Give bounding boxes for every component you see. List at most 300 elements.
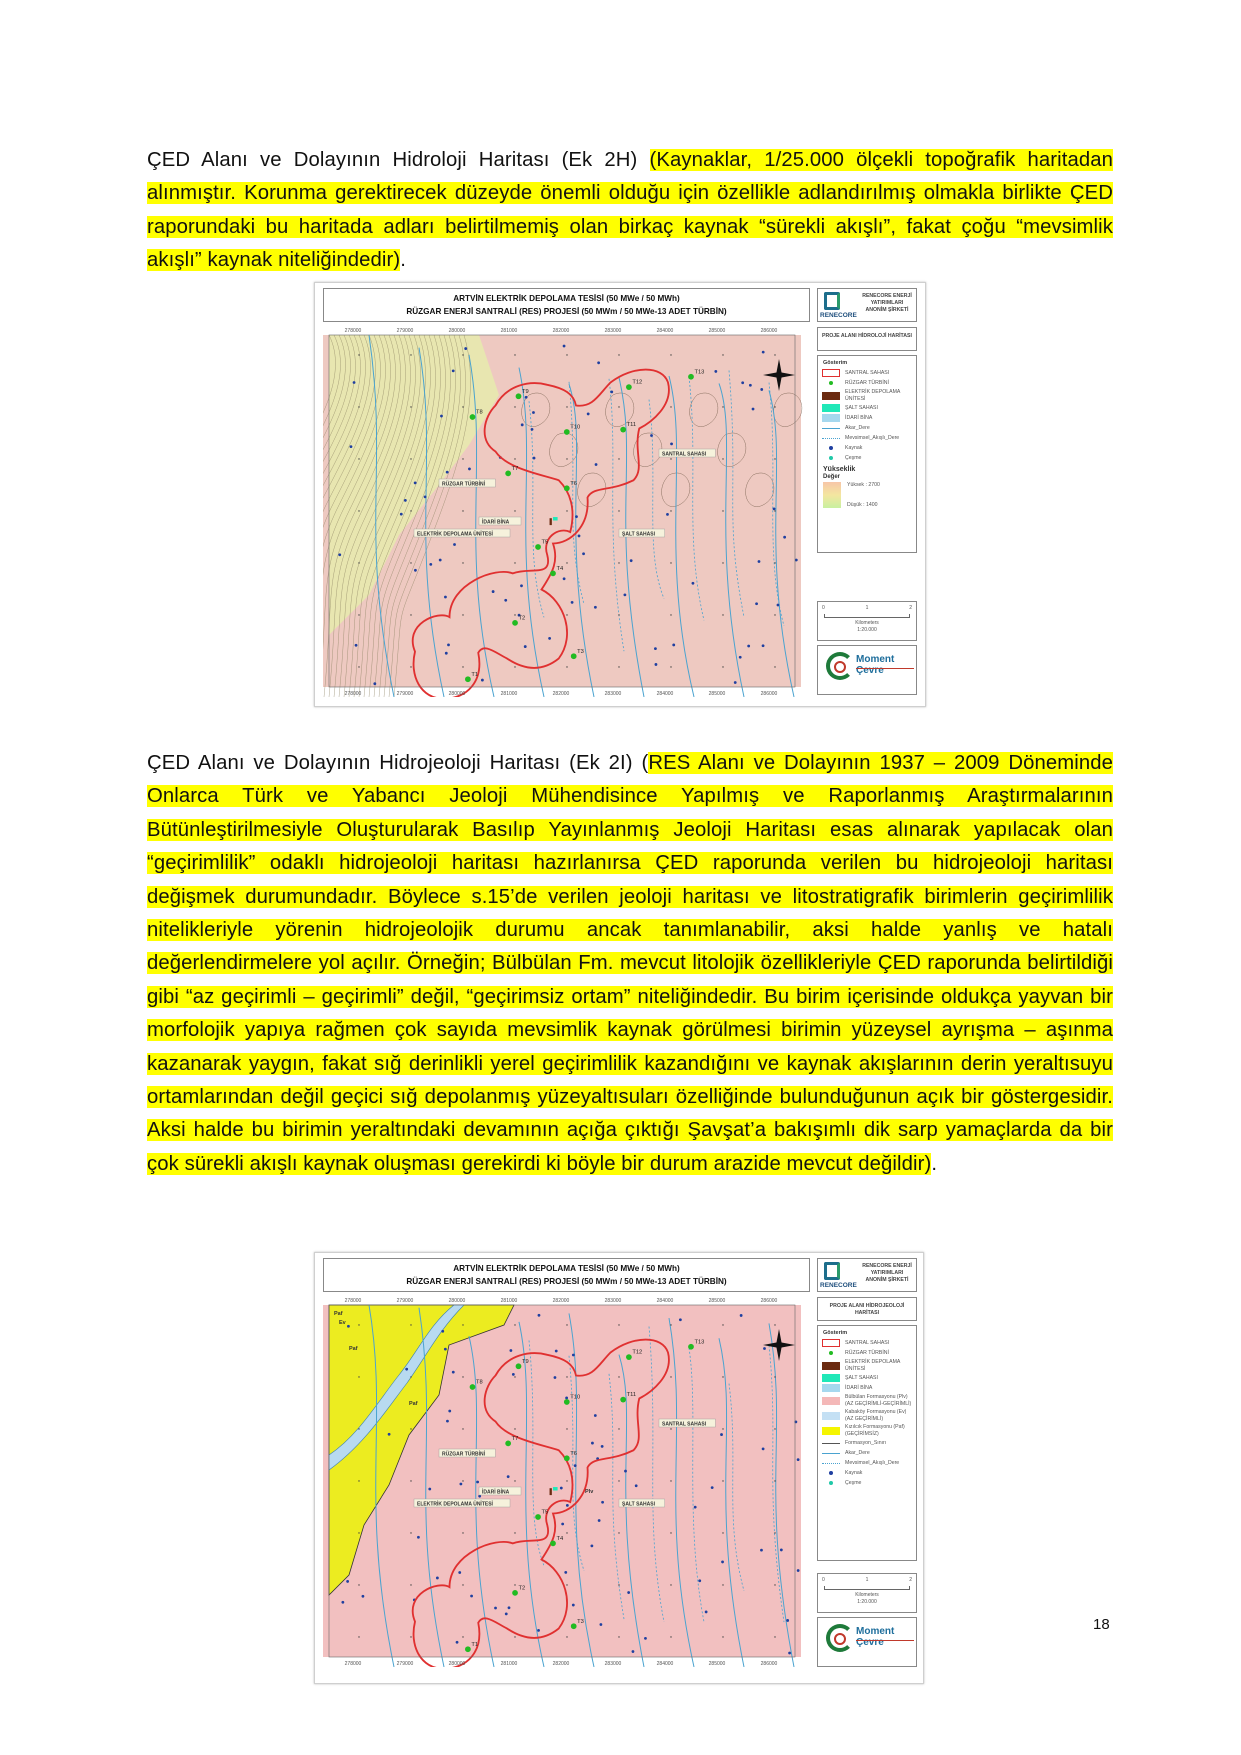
turbine-marker	[564, 1399, 570, 1405]
x-coordinate-label: 285000	[708, 328, 726, 334]
grid-point	[774, 1480, 775, 1481]
spring-point	[347, 1325, 350, 1328]
spring-point	[440, 415, 443, 418]
x-coordinate-label: 282000	[552, 691, 570, 697]
grid-point	[462, 562, 463, 563]
spring-point	[720, 1433, 723, 1436]
legend-item	[822, 389, 912, 402]
x-coordinate-label: 286000	[760, 1661, 778, 1667]
spring-point	[777, 604, 780, 607]
grid-point	[618, 1480, 619, 1481]
grid-point	[670, 1480, 671, 1481]
map-title-line1: ARTVİN ELEKTRİK DEPOLAMA TESİSİ (50 MWe / 50 MWh)	[453, 1264, 680, 1273]
consultant-name: Moment Çevre	[856, 1626, 895, 1648]
grid-point	[618, 458, 619, 459]
paragraph-hydrology	[147, 144, 1113, 278]
legend-item	[822, 434, 912, 442]
turbine-label: T6	[570, 480, 577, 487]
x-coordinate-label: 286000	[760, 328, 778, 334]
spring-point	[554, 1376, 557, 1379]
grid-point	[566, 1532, 567, 1533]
grid-point	[670, 562, 671, 563]
switchyard-marker	[553, 1487, 558, 1490]
spring-point	[520, 584, 523, 587]
legend-label: ŞALT SAHASI	[845, 1374, 878, 1381]
spring-point	[507, 1475, 510, 1478]
legend-label: Kaynak	[845, 444, 863, 451]
x-coordinate-label: 282000	[552, 328, 570, 334]
x-coordinate-label: 281000	[500, 691, 518, 697]
legend-swatch	[822, 444, 840, 452]
spring-point	[512, 1373, 515, 1376]
grid-point	[410, 1376, 411, 1377]
grid-point	[514, 1532, 515, 1533]
spring-point	[362, 1595, 365, 1598]
legend-swatch	[822, 424, 840, 432]
spring-point	[338, 553, 341, 556]
legend-label: Kaynak	[845, 1469, 863, 1476]
spring-point	[346, 1580, 349, 1583]
scale-tick: 1	[865, 1577, 869, 1583]
spring-point	[755, 602, 758, 605]
renecore-logo-icon	[824, 292, 840, 310]
legend-title: Gösterim	[823, 1330, 848, 1336]
paragraph-hydrogeology-lead: ÇED Alanı ve Dolayının Hidrojeoloji Haritası (Ek 2I) (	[147, 752, 649, 774]
legend-label: Formasyon_Sınırı	[845, 1439, 887, 1446]
turbine-marker	[550, 571, 556, 577]
turbine-marker	[516, 393, 522, 399]
spring-point	[644, 1637, 647, 1640]
grid-point	[774, 1532, 775, 1533]
legend-label: Mevsimsel_Akışlı_Dere	[845, 434, 900, 441]
grid-point	[358, 1532, 359, 1533]
elevation-low: Düşük : 1400	[847, 502, 878, 508]
legend-swatch	[822, 1384, 840, 1392]
x-coordinate-label: 279000	[396, 691, 414, 697]
grid-point	[462, 1324, 463, 1325]
spring-point	[424, 495, 427, 498]
scale-ratio: 1:20.000	[857, 627, 877, 633]
spring-point	[594, 1414, 597, 1417]
grid-point	[410, 1428, 411, 1429]
legend-label: Çeşme	[845, 454, 862, 461]
legend-label: Kızılcık Formasyonu (Paf) (GEÇİRİMSİZ)	[845, 1424, 905, 1437]
company-name: RENECORE ENERJİ YATIRIMLARI ANONİM ŞİRKETİ	[862, 1263, 912, 1283]
turbine-marker	[470, 414, 476, 420]
grid-point	[358, 406, 359, 407]
grid-point	[670, 458, 671, 459]
consultant-logo-box	[817, 645, 917, 695]
grid-point	[774, 614, 775, 615]
callout-label: SANTRAL SAHASI	[662, 1421, 707, 1428]
grid-point	[722, 1584, 723, 1585]
paragraph-trail: .	[931, 1152, 938, 1175]
callout-label: ELEKTRİK DEPOLAMA ÜNİTESİ	[417, 531, 493, 538]
grid-point	[722, 1480, 723, 1481]
grid-point	[618, 666, 619, 667]
grid-point	[462, 458, 463, 459]
spiral-inner-icon	[834, 661, 846, 673]
legend-item	[822, 1374, 912, 1382]
legend-item	[822, 1384, 912, 1392]
legend-item	[822, 1359, 912, 1372]
spring-point	[509, 1349, 512, 1352]
callout-label: ŞALT SAHASI	[622, 531, 655, 538]
turbine-label: T3	[577, 648, 584, 655]
spring-point	[650, 434, 653, 437]
legend-item	[822, 1449, 912, 1457]
legend-item	[822, 379, 912, 387]
logo-wordmark: RENECORE	[820, 312, 857, 319]
grid-point	[722, 354, 723, 355]
spring-point	[670, 443, 673, 446]
x-coordinate-label: 280000	[448, 1661, 466, 1667]
spring-point	[780, 1549, 783, 1552]
turbine-marker	[465, 676, 471, 682]
legend-label: ŞALT SAHASI	[845, 404, 878, 411]
x-coordinate-label: 281000	[500, 328, 518, 334]
grid-point	[618, 562, 619, 563]
scale-bar	[824, 614, 910, 618]
spring-point	[439, 559, 442, 562]
legend-swatch	[822, 1459, 840, 1467]
grid-point	[410, 458, 411, 459]
spring-point	[400, 513, 403, 516]
grid-point	[774, 1428, 775, 1429]
grid-point	[774, 1584, 775, 1585]
x-coordinate-label: 285000	[708, 691, 726, 697]
spring-point	[783, 536, 786, 539]
legend-label: İDARİ BİNA	[845, 414, 873, 421]
legend-item	[822, 1479, 912, 1487]
legend-label: ELEKTRİK DEPOLAMA ÜNİTESİ	[845, 1359, 901, 1372]
x-coordinate-label: 284000	[656, 328, 674, 334]
turbine-marker	[516, 1363, 522, 1369]
grid-point	[358, 666, 359, 667]
turbine-label: T9	[521, 1358, 529, 1365]
turbine-label: T12	[632, 379, 643, 386]
grid-point	[410, 510, 411, 511]
consultant-divider	[856, 668, 914, 669]
grid-point	[358, 1636, 359, 1637]
spring-point	[441, 1330, 444, 1333]
turbine-label: T13	[694, 369, 705, 376]
x-coordinate-label: 279000	[396, 1298, 414, 1304]
legend-swatch	[822, 1427, 840, 1435]
spring-point	[538, 1314, 541, 1317]
company-logo-box	[817, 288, 917, 322]
x-coordinate-label: 286000	[760, 1298, 778, 1304]
spring-point	[758, 560, 761, 563]
legend-label: RÜZGAR TÜRBİNİ	[845, 1349, 889, 1356]
grid-point	[514, 1480, 515, 1481]
switchyard-marker	[553, 517, 558, 520]
elevation-subtitle: Değer	[823, 474, 841, 480]
spring-point	[795, 559, 798, 562]
scale-tick: 0	[822, 1577, 825, 1583]
spring-point	[405, 1368, 408, 1371]
spring-point	[654, 647, 657, 650]
grid-point	[618, 1428, 619, 1429]
elevation-title: Yükseklik	[823, 466, 856, 473]
spring-point	[464, 347, 467, 350]
legend-label: İDARİ BİNA	[845, 1384, 873, 1391]
grid-point	[774, 1324, 775, 1325]
spring-point	[574, 1464, 577, 1467]
grid-point	[670, 614, 671, 615]
spring-point	[561, 1523, 564, 1526]
grid-point	[462, 510, 463, 511]
spring-point	[599, 1623, 602, 1626]
scale-unit: Kilometers	[855, 1592, 879, 1598]
turbine-label: T12	[632, 1349, 643, 1356]
x-coordinate-label: 278000	[344, 1298, 362, 1304]
turbine-label: T7	[511, 1435, 519, 1442]
grid-point	[462, 354, 463, 355]
grid-point	[722, 510, 723, 511]
formation-label: Paf	[334, 1311, 343, 1317]
grid-point	[566, 458, 567, 459]
spring-point	[587, 413, 590, 416]
legend-swatch	[822, 1412, 840, 1420]
grid-point	[670, 666, 671, 667]
spring-point	[452, 369, 455, 372]
spring-point	[446, 471, 449, 474]
turbine-marker	[571, 653, 577, 659]
map-title	[323, 288, 810, 322]
spring-point	[456, 1641, 459, 1644]
grid-point	[358, 458, 359, 459]
legend-label: Çeşme	[845, 1479, 862, 1486]
legend-swatch	[822, 404, 840, 412]
x-coordinate-label: 278000	[344, 691, 362, 697]
turbine-marker	[688, 1344, 694, 1350]
callout-label: İDARİ BİNA	[482, 1489, 510, 1496]
grid-point	[566, 1428, 567, 1429]
spring-point	[444, 596, 447, 599]
map-legend	[817, 1325, 917, 1561]
turbine-label: T5	[541, 1509, 549, 1516]
spring-point	[760, 388, 763, 391]
spring-point	[531, 428, 534, 431]
grid-point	[774, 1636, 775, 1637]
grid-point	[722, 1324, 723, 1325]
callout-label: İDARİ BİNA	[482, 519, 510, 526]
spring-point	[762, 644, 765, 647]
page-number: 18	[1093, 1616, 1110, 1633]
grid-point	[566, 510, 567, 511]
spring-point	[627, 1591, 630, 1594]
spring-point	[632, 1650, 635, 1653]
x-coordinate-label: 279000	[396, 328, 414, 334]
spring-point	[373, 682, 376, 685]
legend-label: Akar_Dere	[845, 1449, 870, 1456]
spring-point	[752, 408, 755, 411]
spring-point	[353, 381, 356, 384]
spring-point	[705, 1611, 708, 1614]
spring-point	[563, 345, 566, 348]
scale-ratio: 1:20.000	[857, 1599, 877, 1605]
legend-item	[822, 444, 912, 452]
x-coordinate-label: 278000	[344, 328, 362, 334]
spring-point	[459, 1483, 462, 1486]
legend-label: ELEKTRİK DEPOLAMA ÜNİTESİ	[845, 389, 901, 402]
legend-label: RÜZGAR TÜRBİNİ	[845, 379, 889, 386]
spring-point	[417, 1536, 420, 1539]
turbine-marker	[512, 1590, 518, 1596]
spring-point	[786, 1619, 789, 1622]
spring-point	[476, 1481, 479, 1484]
spring-point	[666, 513, 669, 516]
grid-point	[514, 1324, 515, 1325]
grid-point	[618, 1324, 619, 1325]
grid-point	[670, 354, 671, 355]
legend-item	[822, 414, 912, 422]
turbine-label: T2	[518, 1585, 526, 1592]
spring-point	[481, 679, 484, 682]
turbine-marker	[550, 1541, 556, 1547]
grid-point	[774, 458, 775, 459]
legend-swatch	[822, 1339, 840, 1347]
grid-point	[462, 1584, 463, 1585]
grid-point	[514, 510, 515, 511]
spring-point	[672, 644, 675, 647]
grid-point	[514, 562, 515, 563]
spring-point	[350, 445, 353, 448]
legend-swatch	[822, 454, 840, 462]
spring-point	[711, 1486, 714, 1489]
grid-point	[514, 666, 515, 667]
grid-point	[410, 562, 411, 563]
spring-point	[597, 361, 600, 364]
turbine-marker	[512, 620, 518, 626]
elevation-scale	[823, 482, 911, 508]
turbine-label: T4	[556, 565, 564, 572]
grid-point	[670, 1428, 671, 1429]
x-coordinate-label: 284000	[656, 1298, 674, 1304]
scale-bar	[824, 1586, 910, 1590]
spring-point	[594, 606, 597, 609]
storage-unit-marker	[550, 518, 552, 525]
legend-swatch	[822, 1397, 840, 1405]
turbine-label: T8	[475, 409, 483, 416]
grid-point	[722, 1532, 723, 1533]
turbine-marker	[620, 427, 626, 433]
grid-point	[774, 1376, 775, 1377]
spring-point	[762, 351, 765, 354]
turbine-label: T10	[570, 424, 581, 431]
legend-item	[822, 1424, 912, 1437]
spring-point	[532, 411, 535, 414]
x-coordinate-label: 283000	[604, 1298, 622, 1304]
grid-point	[514, 1428, 515, 1429]
legend-item	[822, 454, 912, 462]
company-logo-box	[817, 1258, 917, 1292]
scale-tick: 2	[909, 1577, 912, 1583]
turbine-label: T1	[471, 1641, 479, 1648]
grid-point	[514, 1376, 515, 1377]
grid-point	[358, 1376, 359, 1377]
spring-point	[714, 370, 717, 373]
turbine-marker	[626, 1354, 632, 1360]
x-coordinate-label: 279000	[396, 1661, 414, 1667]
turbine-label: T6	[570, 1450, 577, 1457]
grid-point	[774, 406, 775, 407]
legend-item	[822, 1439, 912, 1447]
spring-point	[797, 1569, 800, 1572]
grid-point	[722, 562, 723, 563]
grid-point	[410, 614, 411, 615]
consultant-divider	[856, 1640, 914, 1641]
grid-point	[670, 510, 671, 511]
grid-point	[618, 354, 619, 355]
x-coordinate-label: 282000	[552, 1298, 570, 1304]
scale-tick: 1	[865, 605, 869, 611]
turbine-label: T11	[626, 1392, 637, 1399]
spring-point	[525, 396, 528, 399]
grid-point	[514, 1636, 515, 1637]
legend-swatch	[822, 1479, 840, 1487]
spring-point	[452, 1371, 455, 1374]
grid-point	[358, 1584, 359, 1585]
spiral-inner-icon	[834, 1633, 846, 1645]
spring-point	[444, 1348, 447, 1351]
spring-point	[414, 482, 417, 485]
grid-point	[410, 406, 411, 407]
spring-point	[623, 593, 626, 596]
grid-point	[566, 406, 567, 407]
spring-point	[428, 1488, 431, 1491]
x-coordinate-label: 285000	[708, 1298, 726, 1304]
spring-point	[575, 515, 578, 518]
elevation-gradient	[823, 482, 841, 508]
turbine-marker	[564, 1455, 570, 1461]
spring-point	[504, 599, 507, 602]
spring-point	[494, 1607, 497, 1610]
grid-point	[670, 1324, 671, 1325]
grid-point	[462, 1428, 463, 1429]
turbine-marker	[465, 1646, 471, 1652]
grid-point	[462, 1636, 463, 1637]
turbine-marker	[535, 544, 541, 550]
x-coordinate-label: 283000	[604, 691, 622, 697]
spring-point	[698, 1579, 701, 1582]
storage-unit-marker	[550, 1488, 552, 1495]
spring-point	[590, 1545, 593, 1548]
highlighted-text: (Kaynaklar, 1/25.000 ölçekli topoğrafik haritadan alınmıştır. Korunma gerektirecek düzeyde önemli olduğu için özellikle adlandırılmış olmakla birlikte ÇED raporundaki bu haritada adları belirtilmemiş olan birkaç kaynak “sürekli akışlı”, fakat çoğu “mevsimlik akışlı” kaynak niteliğindedir)	[147, 149, 1113, 272]
grid-point	[722, 1376, 723, 1377]
grid-point	[722, 1636, 723, 1637]
spring-point	[404, 499, 407, 502]
spring-point	[524, 645, 527, 648]
grid-point	[410, 1532, 411, 1533]
grid-point	[410, 1636, 411, 1637]
grid-point	[410, 1324, 411, 1325]
legend-item	[822, 424, 912, 432]
grid-point	[774, 510, 775, 511]
grid-point	[514, 406, 515, 407]
formation-label: Paf	[409, 1401, 418, 1407]
grid-point	[774, 354, 775, 355]
turbine-label: T11	[626, 422, 637, 429]
hydrogeology-map-figure	[314, 1252, 924, 1684]
grid-point	[566, 1324, 567, 1325]
formation-label: Paf	[349, 1346, 358, 1352]
legend-item	[822, 1459, 912, 1467]
legend-label: SANTRAL SAHASI	[845, 369, 890, 376]
grid-point	[566, 562, 567, 563]
turbine-marker	[620, 1397, 626, 1403]
